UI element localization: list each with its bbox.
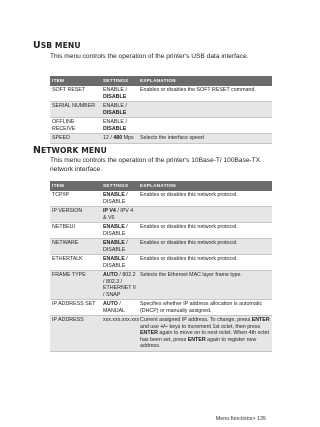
network-row-explanation: Enables or disables this network protocol. [138, 223, 272, 239]
usb-row-item: SERIAL NUMBER [50, 102, 101, 118]
settings-default: ENABLE [103, 256, 125, 262]
table-row [50, 134, 272, 144]
table-row [50, 239, 272, 255]
network-heading-rest: ETWORK MENU [40, 146, 107, 155]
settings-value: / MANUAL [103, 301, 126, 314]
explanation-text: and use [140, 323, 161, 330]
network-row-explanation: Enables or disables this network protocol. [138, 191, 272, 207]
settings-default: IP V4 [103, 208, 116, 214]
network-row-settings [101, 239, 138, 255]
network-row-settings [101, 316, 138, 352]
network-menu-heading [33, 145, 107, 156]
table-row [50, 102, 272, 118]
network-row-explanation: Selects the Ethernet MAC layer frame type. [138, 271, 272, 300]
settings-default: DISABLE [103, 93, 127, 100]
key-name: ENTER [251, 317, 270, 323]
settings-value: / DISABLE [103, 240, 128, 253]
settings-unit: Mps [122, 135, 134, 141]
usb-row-settings [101, 86, 138, 102]
settings-default: DISABLE [103, 125, 127, 132]
network-row-explanation: Enables or disables this network protocol. [138, 239, 272, 255]
network-row-settings [101, 191, 138, 207]
explanation-text: Current assigned IP address. To change, press [140, 317, 252, 323]
settings-default: AUTO [103, 301, 118, 307]
network-header-settings: SETTINGS [101, 181, 138, 191]
usb-menu-table [50, 76, 272, 144]
settings-value: ENABLE / [103, 87, 127, 93]
usb-row-settings [101, 118, 138, 134]
usb-row-item: SPEED [50, 134, 101, 144]
usb-heading-rest: SB MENU [40, 41, 81, 50]
table-row [50, 86, 272, 102]
network-menu-description: This menu controls the operation of the printer's 10Base-T/ 100Base-TX network interface. [50, 157, 261, 173]
network-row-explanation: Specifies whether IP address allocation is automatic (DHCP) or manually assigned. [138, 300, 272, 316]
usb-heading-initial: U [33, 40, 41, 51]
table-row [50, 191, 272, 207]
usb-row-explanation [138, 102, 272, 118]
network-row-settings [101, 271, 138, 300]
settings-default: ENABLE [103, 240, 125, 246]
settings-value: ENABLE / [103, 119, 127, 125]
usb-row-explanation: Selects the interface speed [138, 134, 272, 144]
page-footer: Menu functions> 135 [215, 416, 266, 422]
usb-header-item: ITEM [50, 76, 101, 86]
network-row-explanation: Enables or disables this network protocol. [138, 255, 272, 271]
network-row-item: FRAME TYPE [50, 271, 101, 300]
network-row-item: TCP/IP [50, 191, 101, 207]
explanation-text: again to register new address. [140, 336, 257, 349]
network-row-settings [101, 255, 138, 271]
settings-value: xxx.xxx.xxx.xxx [103, 317, 140, 323]
network-row-explanation [138, 316, 272, 352]
settings-value: / DISABLE [103, 256, 128, 269]
settings-value: / IPV 4 & V6 [103, 208, 134, 221]
network-row-item: IP ADDRESS [50, 316, 101, 352]
settings-default: 480 [113, 135, 123, 141]
network-row-settings [101, 223, 138, 239]
explanation-text: again to move on to next octet. When 4th octet has been set, press [140, 330, 269, 343]
key-name: ENTER [187, 336, 206, 343]
settings-value: 12 / [103, 135, 114, 141]
usb-row-item: SOFT RESET [50, 86, 101, 102]
key-name: +/− [160, 323, 168, 330]
usb-row-explanation: Enables or disables the SOFT RESET command. [138, 86, 272, 102]
table-row [50, 271, 272, 300]
explanation-text: keys to increment 1st octet, then press [168, 323, 261, 330]
network-row-item: ETHERTALK [50, 255, 101, 271]
usb-menu-description: This menu controls the operation of the printer's USB data interface. [50, 53, 249, 60]
usb-menu-heading [33, 40, 81, 51]
network-row-settings [101, 207, 138, 223]
usb-row-settings [101, 102, 138, 118]
settings-value: ENABLE / [103, 103, 127, 109]
network-heading-initial: N [33, 145, 41, 156]
network-row-explanation [138, 207, 272, 223]
usb-row-item: OFFLINE RECEIVE [50, 118, 101, 134]
network-header-item: ITEM [50, 181, 101, 191]
table-row [50, 223, 272, 239]
settings-default: DISABLE [103, 109, 127, 116]
network-row-settings [101, 300, 138, 316]
table-row [50, 118, 272, 134]
table-row [50, 316, 272, 352]
table-row [50, 207, 272, 223]
settings-value: / DISABLE [103, 224, 128, 237]
usb-header-settings: SETTINGS [101, 76, 138, 86]
network-row-item: IP VERSION [50, 207, 101, 223]
network-row-item: IP ADDRESS SET [50, 300, 101, 316]
network-row-item: NETBEUI [50, 223, 101, 239]
settings-value: / DISABLE [103, 192, 128, 205]
network-menu-table [50, 181, 272, 352]
usb-row-explanation [138, 118, 272, 134]
network-table-header [50, 181, 272, 191]
settings-value: / 802.2 / 802.3 / ETHERNET II / SNAP [103, 272, 136, 298]
usb-table-header [50, 76, 272, 86]
usb-row-settings [101, 134, 138, 144]
table-row [50, 300, 272, 316]
network-row-item: NETWARE [50, 239, 101, 255]
key-name: ENTER [140, 330, 158, 336]
settings-default: ENABLE [103, 224, 125, 230]
network-header-explanation: EXPLANATION [138, 181, 272, 191]
table-row [50, 255, 272, 271]
settings-default: AUTO [103, 272, 118, 278]
usb-header-explanation: EXPLANATION [138, 76, 272, 86]
settings-default: ENABLE [103, 192, 125, 198]
